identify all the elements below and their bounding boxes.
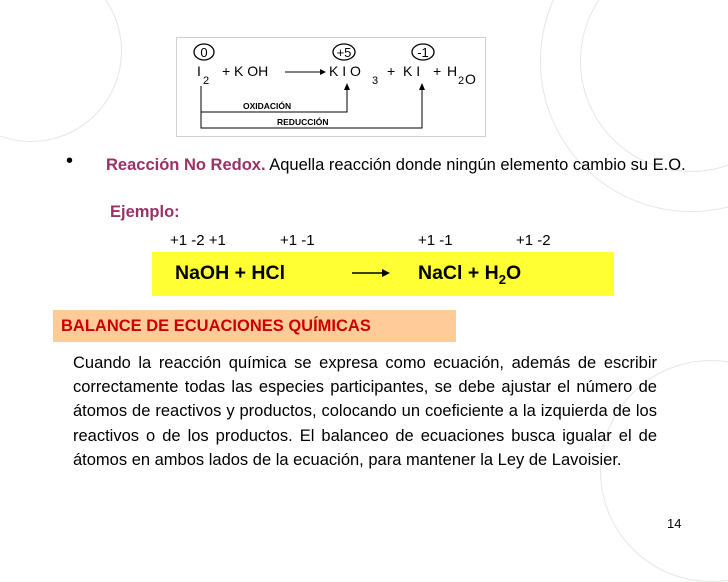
product-3-subscript: 2 <box>458 75 465 87</box>
ox-numbers-hcl: +1 -1 <box>280 232 315 249</box>
ox-state-left: 0 <box>200 45 208 60</box>
oxidation-label: OXIDACIÓN <box>243 101 292 111</box>
example-reactants: NaOH + HCl <box>175 262 285 284</box>
reduction-label: REDUCCIÓN <box>277 117 329 127</box>
example-label: Ejemplo: <box>110 203 180 221</box>
bullet-marker: • <box>66 150 74 172</box>
plus-sign: + <box>387 63 396 79</box>
products-end: O <box>505 262 522 284</box>
product-3-end: O <box>465 71 476 87</box>
no-redox-text: Aquella reacción donde ningún elemento cambio su E.O. <box>265 156 686 174</box>
product-3: H <box>447 63 458 79</box>
no-redox-term: Reacción No Redox. <box>106 156 266 174</box>
reactant-1: I <box>197 63 201 79</box>
products-subscript: 2 <box>498 271 506 287</box>
product-2: K I <box>403 63 421 79</box>
plus-sign: + <box>222 63 231 79</box>
reduction-arrow-head <box>419 83 425 90</box>
redox-equation-image <box>176 37 486 137</box>
ox-numbers-naoh: +1 -2 +1 <box>170 232 226 249</box>
example-products <box>418 262 521 287</box>
reactant-2: K OH <box>234 63 269 79</box>
section-title: BALANCE DE ECUACIONES QUÍMICAS <box>53 310 456 342</box>
products-main: NaCl + H <box>418 262 499 284</box>
section-body: Cuando la reacción química se expresa como ecuación, además de escribir correctamente todas las especies participantes, se debe ajustar el número de átomos de reactivos y productos, colocando un coeficiente a la izquierda de los reactivos o de los productos. El balanceo de ecuaciones busca igualar el de átomos en ambos lados de la ecuación, para mantener la Ley de Lavoisier. <box>73 354 657 469</box>
reactant-1-subscript: 2 <box>203 75 210 87</box>
product-1-subscript: 3 <box>372 75 379 87</box>
plus-sign: + <box>433 63 442 79</box>
reaction-arrow-icon <box>352 266 392 280</box>
ox-numbers-nacl: +1 -1 <box>418 232 453 249</box>
product-1: K I O <box>329 63 361 79</box>
ox-numbers-h2o: +1 -2 <box>516 232 551 249</box>
page-number: 14 <box>667 516 682 531</box>
redox-equation-diagram <box>177 38 485 136</box>
decorative-circle <box>0 0 122 142</box>
oxidation-arrow-head <box>344 83 350 90</box>
reaction-arrow-head <box>320 69 326 75</box>
ox-state-mid: +5 <box>336 45 352 60</box>
no-redox-definition <box>106 153 706 178</box>
ox-state-right: -1 <box>417 45 429 60</box>
